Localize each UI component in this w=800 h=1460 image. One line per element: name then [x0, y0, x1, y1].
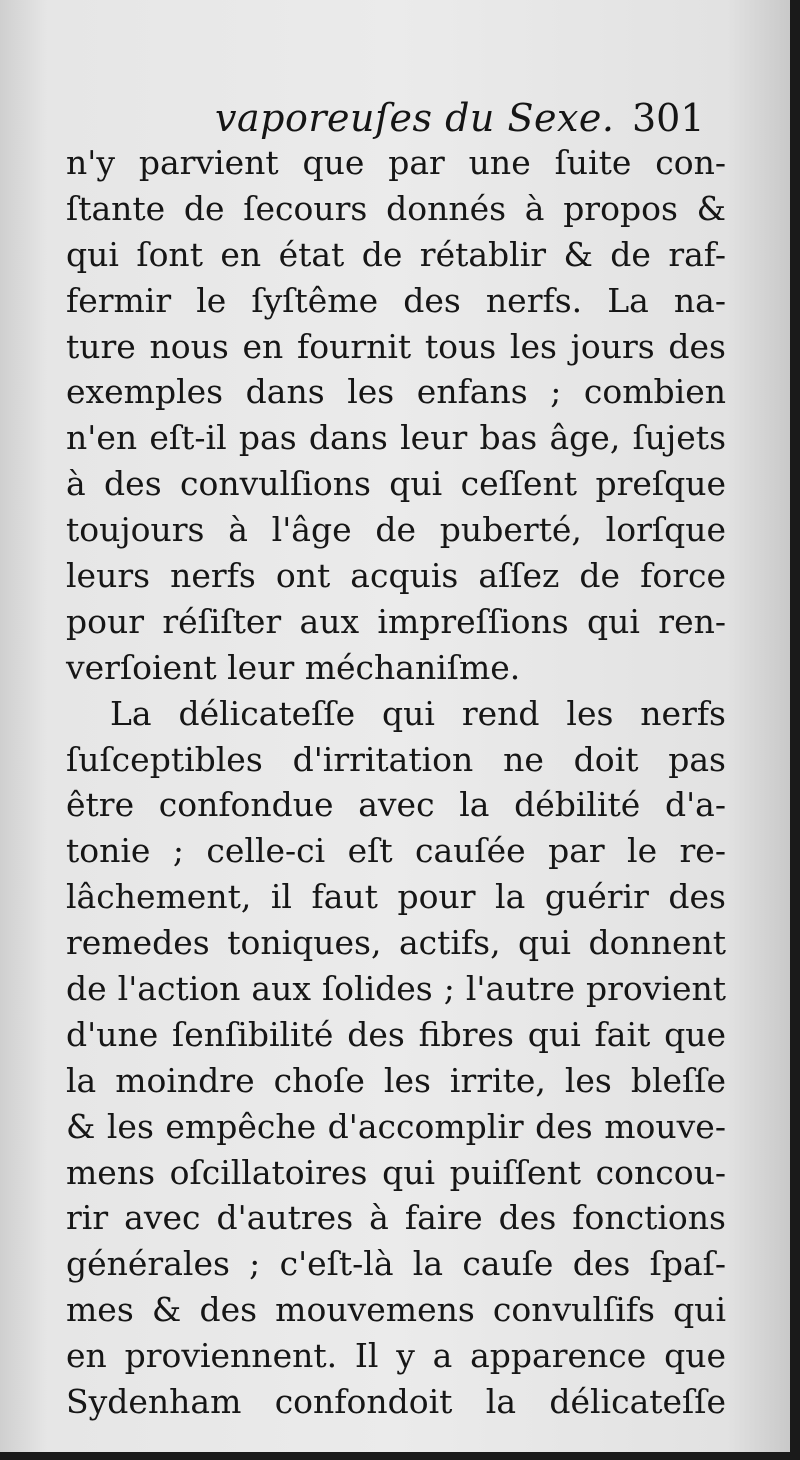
text-line: Sydenham confondoit la délicateſſe: [66, 1382, 726, 1422]
text-line: rir avec d'autres à faire des fonctions: [66, 1198, 726, 1238]
body-text: [66, 140, 726, 1425]
page-bottom-shadow: [0, 1452, 800, 1460]
running-title: vaporeuſes du Sexe.: [215, 96, 615, 140]
text-line: remedes toniques, actifs, qui donnent: [66, 923, 726, 963]
text-line: fermir le ſyſtême des nerfs. La na-: [66, 280, 726, 320]
text-line: d'une ſenſibilité des fibres qui fait que: [66, 1014, 726, 1054]
text-line: exemples dans les enfans ; combien: [66, 372, 726, 412]
text-line: la moindre choſe les irrite, les bleſſe: [66, 1060, 726, 1100]
text-line: mes & des mouvemens convulſifs qui: [66, 1290, 726, 1330]
text-line: toujours à l'âge de puberté, lorſque: [66, 510, 726, 550]
text-line: verſoient leur méchaniſme.: [66, 647, 521, 687]
text-line: La délicateſſe qui rend les nerfs: [110, 693, 726, 733]
text-line: & les empêche d'accomplir des mouve-: [66, 1106, 726, 1146]
text-line: être confondue avec la débilité d'a-: [66, 785, 726, 825]
text-line: ſtante de ſecours donnés à propos &: [66, 188, 726, 228]
paragraph: [66, 140, 726, 691]
text-line: tonie ; celle-ci eſt cauſée par le re-: [66, 831, 726, 871]
paragraph: [66, 691, 726, 1425]
text-line: à des convulſions qui ceſſent preſque: [66, 464, 726, 504]
text-line: générales ; c'eſt-là la cauſe des ſpaſ-: [66, 1244, 726, 1284]
text-line: lâchement, il faut pour la guérir des: [66, 877, 726, 917]
text-line: en proviennent. Il y a apparence que: [66, 1336, 726, 1376]
text-line: qui ſont en état de rétablir & de raf-: [66, 234, 726, 274]
text-line: ture nous en fournit tous les jours des: [66, 326, 726, 366]
text-line: leurs nerfs ont acquis aſſez de force: [66, 556, 726, 596]
page-number: 301: [632, 96, 705, 140]
text-line: de l'action aux ſolides ; l'autre provient: [66, 969, 726, 1009]
text-line: n'y parvient que par une ſuite con-: [66, 143, 726, 182]
text-line: mens oſcillatoires qui puiſſent concou-: [66, 1152, 726, 1192]
text-line: ſuſceptibles d'irritation ne doit pas: [66, 739, 726, 779]
text-line: n'en eſt-il pas dans leur bas âge, ſujets: [66, 418, 726, 458]
page-edge-shadow: [790, 0, 800, 1460]
text-line: pour réſiſter aux impreſſions qui ren-: [66, 601, 726, 641]
